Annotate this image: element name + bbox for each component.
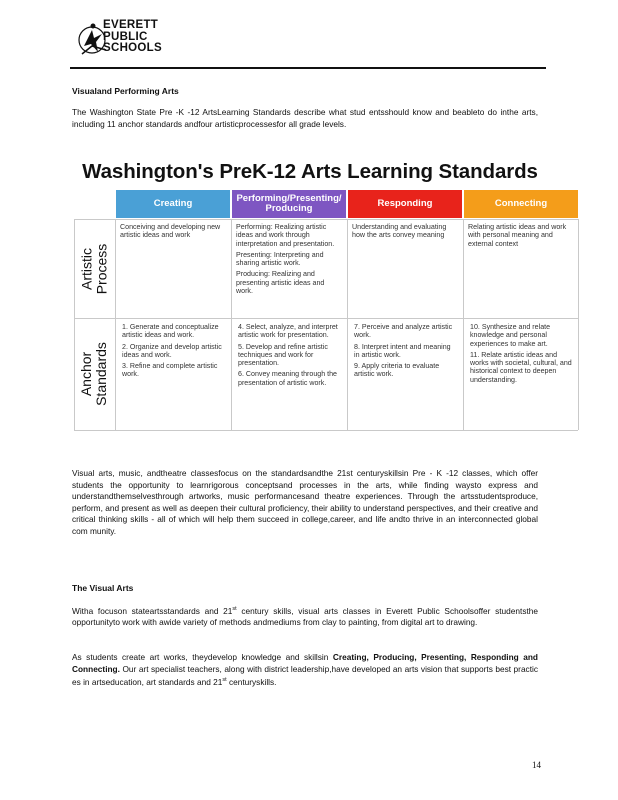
column-header-connecting: Connecting: [464, 190, 578, 218]
column-header-creating: Creating: [116, 190, 230, 218]
cell-responding-process: Understanding and evaluating how the arts convey meaning: [352, 223, 447, 240]
anchor-standard-item: 2. Organize and develop artistic ideas and work.: [122, 342, 222, 359]
cell-connecting-process: Relating artistic ideas and work with personal meaning and external context: [468, 223, 567, 248]
header-divider: [70, 67, 546, 69]
anchor-standard-item: 7. Perceive and analyze artistic work.: [354, 323, 453, 340]
row-divider: [74, 430, 578, 431]
anchor-standard-item: 10. Synthesize and relate knowledge and personal experiences to make art.: [470, 323, 551, 348]
cell-performing-anchors: [232, 321, 346, 389]
column-header-responding: Responding: [348, 190, 462, 218]
logo-wordmark: EVERETT PUBLIC SCHOOLS: [103, 19, 162, 54]
anchor-standard-item: 8. Interpret intent and meaning in artistic work.: [354, 342, 451, 359]
cell-creating-process: Conceiving and developing new artistic ideas and work: [120, 223, 221, 240]
anchor-standard-item: 9. Apply criteria to evaluate artistic work.: [354, 362, 440, 379]
page-number: 14: [532, 760, 541, 770]
anchor-standard-item: 1. Generate and conceptualize artistic ideas and work.: [122, 323, 219, 340]
cell-responding-anchors: [348, 321, 462, 381]
anchor-standard-item: 6. Convey meaning through the presentation of artistic work.: [238, 370, 337, 387]
row-label-artistic-process: Artistic Process: [78, 243, 110, 294]
standards-chart-title: Washington's PreK-12 Arts Learning Standards: [82, 160, 538, 183]
section-heading-visual-arts: The Visual Arts: [72, 583, 134, 593]
visual-arts-paragraph-2: As students create art works, theydevelop knowledge and skillsin Creating, Producing, Presenting, Responding and Connecting. Our art specialist teachers, along with district leadership,have developed an arts vision that supports best practic es in artseducation, art standards and 21st centuryskills.: [72, 652, 538, 687]
anchor-standard-item: 4. Select, analyze, and interpret artistic work for presentation.: [238, 323, 338, 340]
row-divider: [74, 219, 578, 220]
cell-performing-process: Performing: Realizing artistic ideas and work through interpretation and presentation. Presenting: Interpreting and sharing artistic work. Producing: Realizing and presenting artistic ideas and work.: [236, 223, 335, 296]
anchor-standard-item: 3. Refine and complete artistic work.: [122, 362, 218, 379]
anchor-standard-item: 5. Develop and refine artistic techniques and work for presentation.: [238, 342, 328, 368]
anchor-standard-item: 11. Relate artistic ideas and works with societal, cultural, and historical context to deepen understanding.: [470, 350, 572, 384]
arts-classes-paragraph: Visual arts, music, andtheatre classesfocus on the standardsandthe 21st centuryskillsin Pre - K -12 classes, which offer students the opportunity to learnrigorous conceptsand processes in the arts, while finding waysto express and understandthemselvesthrough artworks, music performancesand theatre experiences. Through the artsstudentsproduce, perform, and present as well as deepen their cultural proficiency, their ability to understand perspectives, and their creative and critical thinking skills - all of which will help them succeed in college,career, and life andto thrive in an interconnected global com munity.: [72, 468, 538, 536]
visual-arts-paragraph-1: Witha focuson stateartsstandards and 21st century skills, visual arts classes in Everett Public Schoolsoffer studentsthe opportunityto work with awide variety of methods andmediums from clay to painting, from digital art to drawing.: [72, 605, 538, 628]
cell-creating-anchors: [116, 321, 230, 381]
section-heading-visual-performing-arts: Visualand Performing Arts: [72, 86, 179, 96]
intro-paragraph: The Washington State Pre -K -12 ArtsLearning Standards describe what stud entsshould know and beableto do inthe arts, including 11 anchor standards andfour artisticprocessesfor all grade levels.: [72, 107, 538, 129]
standards-table: [74, 190, 580, 440]
column-header-performing: Performing/Presenting/ Producing: [232, 190, 346, 218]
row-label-anchor-standards: Anchor Standards: [78, 342, 110, 406]
row-divider: [74, 318, 578, 319]
column-divider: [578, 219, 579, 430]
cell-connecting-anchors: [464, 321, 578, 386]
